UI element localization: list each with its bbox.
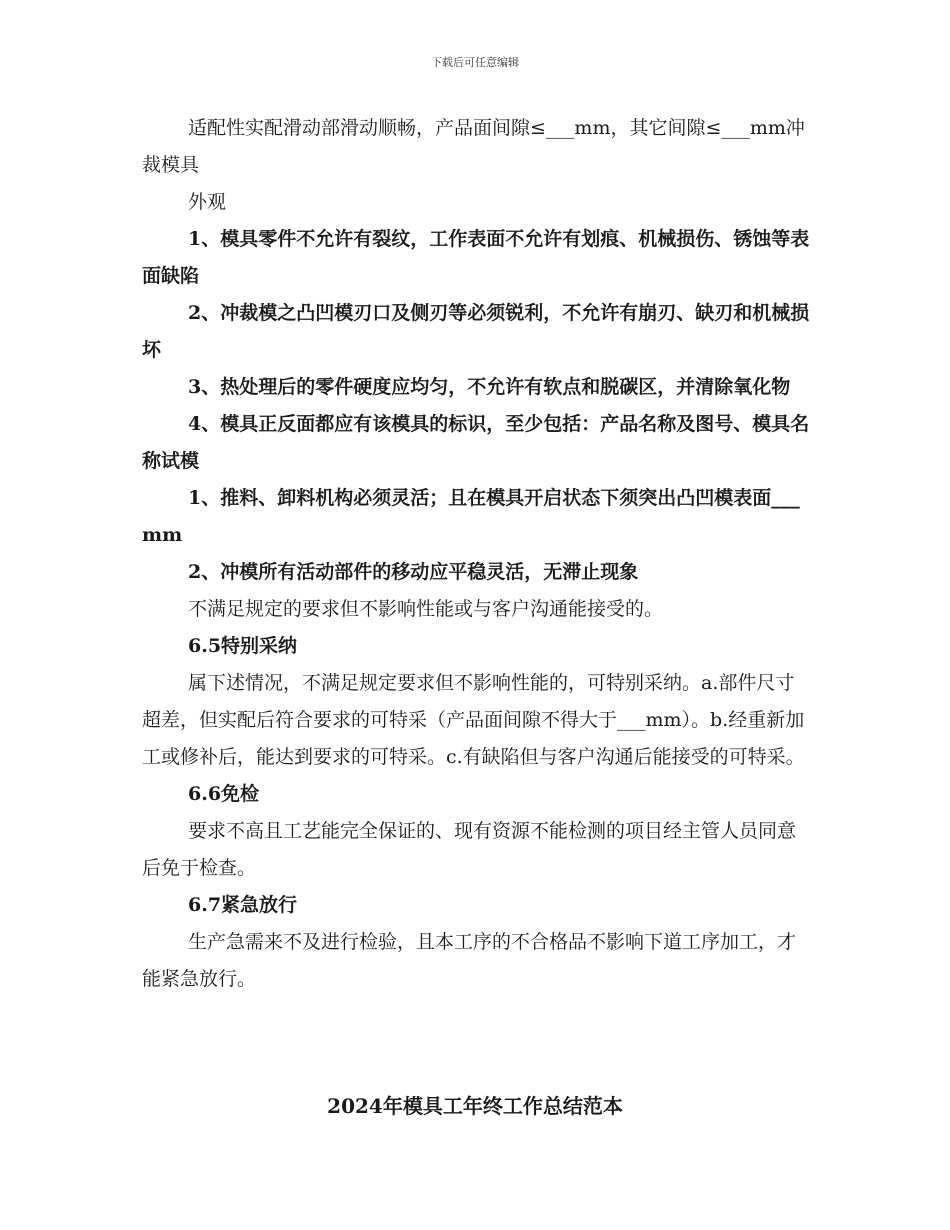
paragraph-special-acceptance: 属下述情况，不满足规定要求但不影响性能的，可特别采纳。a.部件尺寸超差，但实配后符合要求的可特采（产品面间隙不得大于___mm）。b.经重新加工或修补后，能达到要求的可特采。c.有缺陷但与客户沟通后能接受的可特采。 [142,672,805,768]
page-header: 下载后可任意编辑 [431,56,519,69]
section-heading-6-7: 6.7紧急放行 [188,894,298,916]
paragraph-trial-item-1: 1、推料、卸料机构必须灵活；且在模具开启状态下须突出凸凹模表面___mm [142,487,800,546]
paragraph-appearance-heading: 外观 [188,191,227,213]
paragraph-emergency-release: 生产急需来不及进行检验，且本工序的不合格品不影响下道工序加工，才能紧急放行。 [142,931,797,990]
paragraph-appearance-item-1: 1、模具零件不允许有裂纹，工作表面不允许有划痕、机械损伤、锈蚀等表面缺陷 [142,228,810,287]
paragraph-appearance-item-2: 2、冲裁模之凸凹模刃口及侧刃等必须锐利，不允许有崩刃、缺刃和机械损坏 [142,302,810,361]
document-body [142,110,810,998]
section-heading-6-6: 6.6免检 [188,783,260,805]
paragraph-appearance-item-4: 4、模具正反面都应有该模具的标识，至少包括：产品名称及图号、模具名称试模 [142,413,810,472]
document-title: 2024年模具工年终工作总结范本 [327,1094,623,1118]
paragraph-exemption: 要求不高且工艺能完全保证的、现有资源不能检测的项目经主管人员同意后免于检查。 [142,820,797,879]
paragraph-trial-item-2: 2、冲模所有活动部件的移动应平稳灵活，无滞止现象 [188,561,639,583]
paragraph-appearance-item-3: 3、热处理后的零件硬度应均匀，不允许有软点和脱碳区，并清除氧化物 [188,376,791,398]
section-heading-6-5: 6.5特别采纳 [188,635,298,657]
paragraph-acceptance-note: 不满足规定的要求但不影响性能或与客户沟通能接受的。 [188,598,664,620]
paragraph-fit-clearance: 适配性实配滑动部滑动顺畅，产品面间隙≤___mm，其它间隙≤___mm冲裁模具 [142,117,805,176]
